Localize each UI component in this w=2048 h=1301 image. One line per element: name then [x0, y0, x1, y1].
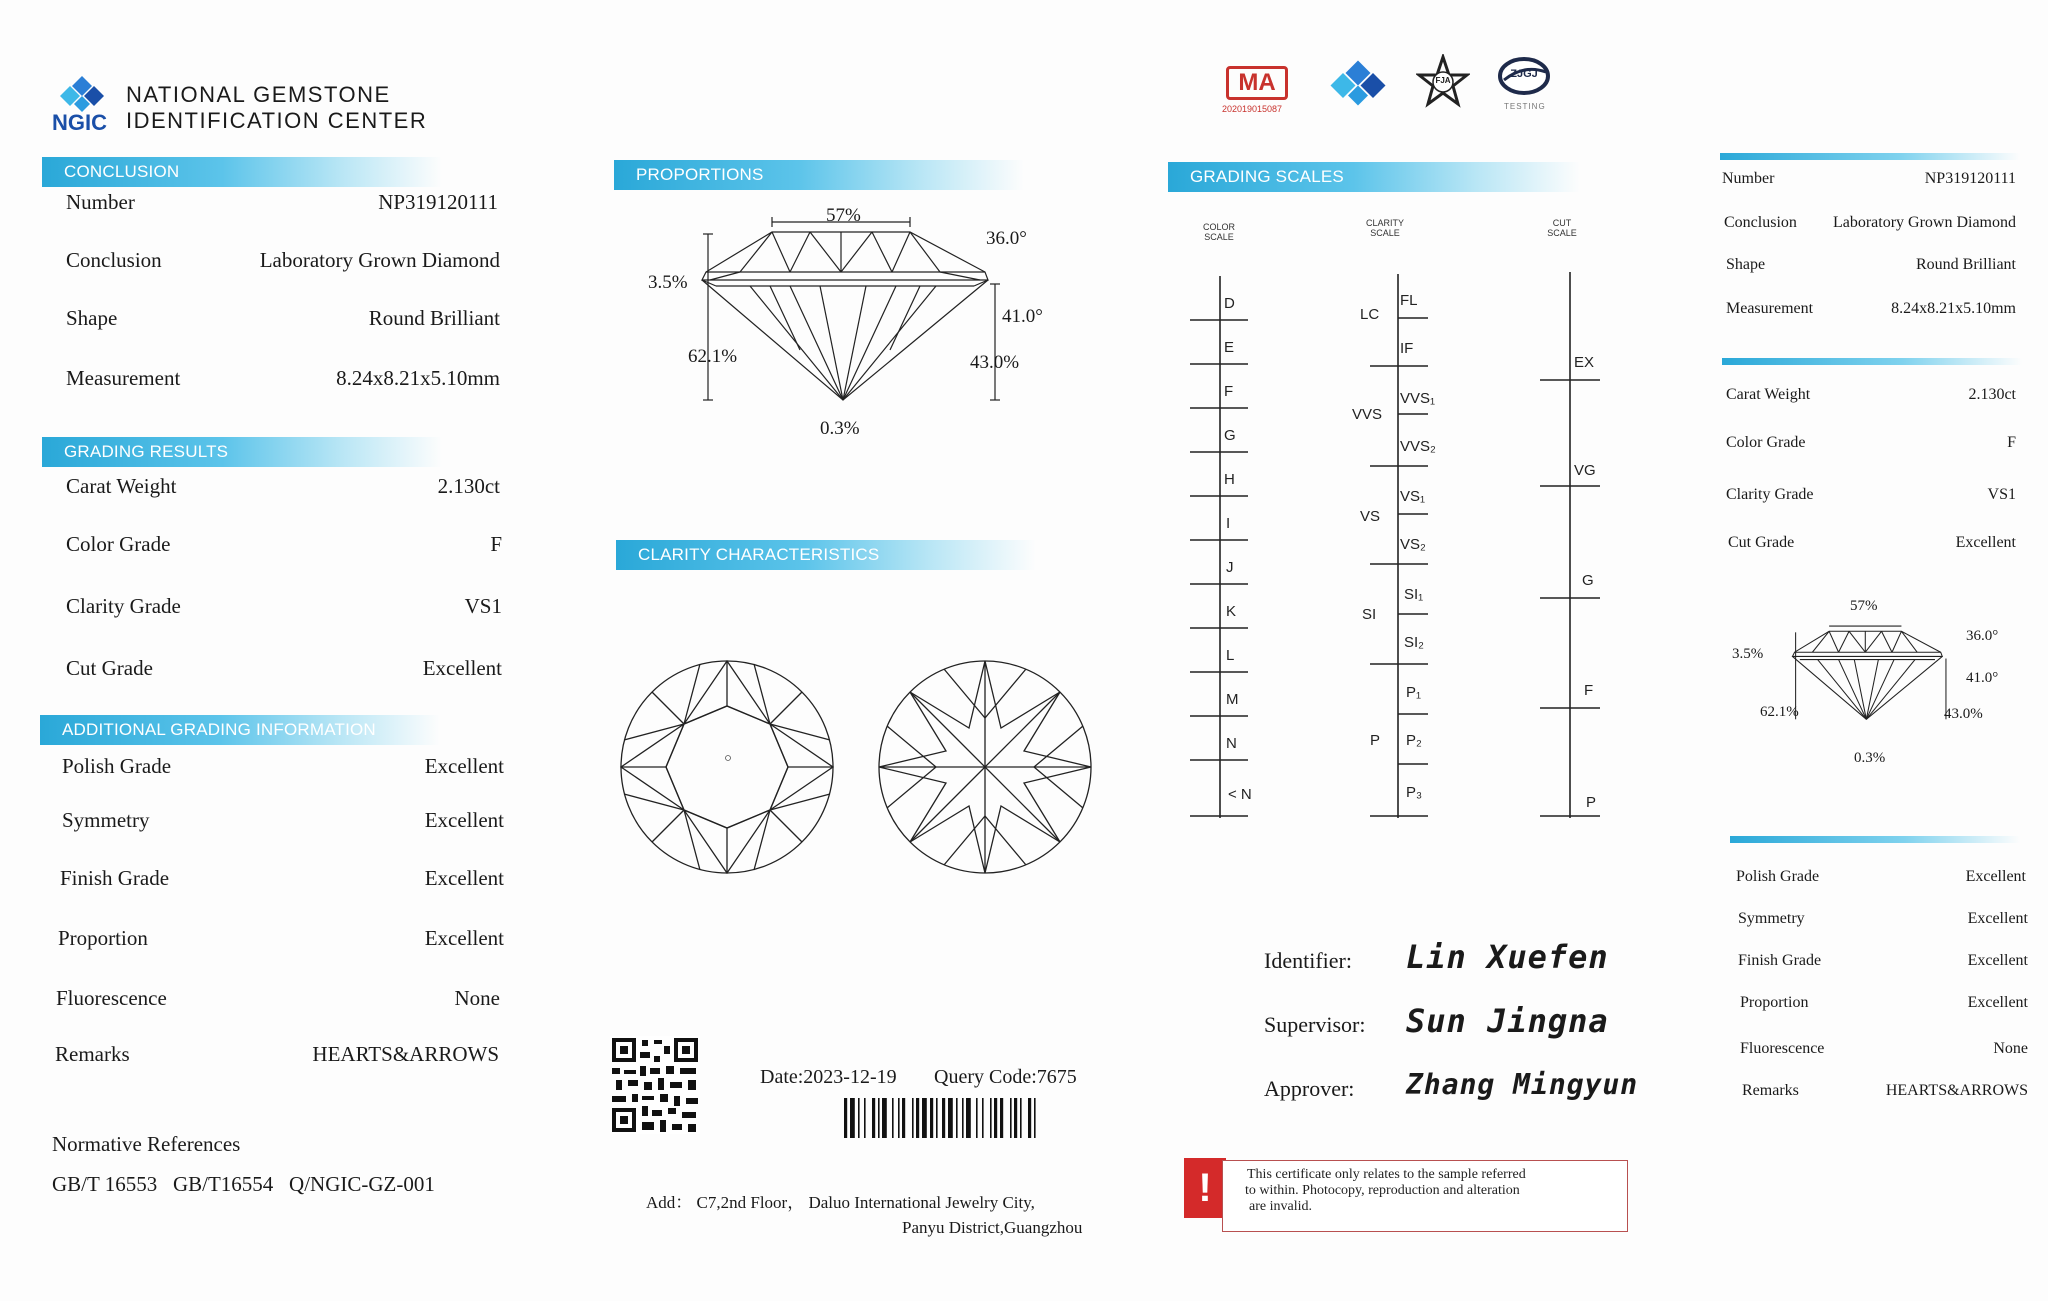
summary-proportions-diagram — [1760, 600, 1980, 760]
clarity-grade-label: P₃ — [1406, 784, 1423, 801]
barcode-bar — [1000, 1098, 1003, 1138]
clarity-grade-label: FL — [1400, 292, 1418, 309]
total-depth: 62.1% — [688, 346, 738, 367]
zjgj-logo-icon: ZJGJ — [1496, 56, 1552, 96]
summary-total-depth: 62.1% — [1760, 704, 1799, 720]
barcode-bar — [882, 1098, 887, 1138]
barcode-bar — [858, 1098, 860, 1138]
summary-pavilion-angle: 41.0° — [1966, 670, 1999, 686]
summary-table-percentage: 57% — [1850, 598, 1878, 614]
grading-row: Clarity Grade VS1 — [66, 594, 502, 618]
color-grade-label: F — [1224, 383, 1234, 400]
conclusion-header: CONCLUSION — [42, 157, 442, 187]
clarity-grade-label: VS₁ — [1400, 488, 1426, 505]
clarity-group-label: SI — [1362, 606, 1377, 623]
summary-row: Number NP319120111 — [1722, 170, 2016, 187]
barcode-bar — [850, 1098, 855, 1138]
color-grade-label: L — [1226, 647, 1235, 664]
additional-row: Fluorescence None — [56, 986, 500, 1010]
approver-label: Approver: — [1264, 1076, 1355, 1101]
issue-date: Date:2023-12-19 — [760, 1066, 897, 1088]
barcode-bar — [936, 1098, 938, 1138]
summary-crown-height: 3.5% — [1732, 646, 1764, 662]
qr-code-icon — [610, 1036, 700, 1134]
summary-culet: 0.3% — [1854, 750, 1886, 766]
disclaimer-box: This certificate only relates to the sample referred to within. Photocopy, reproduction and alteration are invalid. — [1222, 1160, 1628, 1232]
color-grade-label: J — [1226, 559, 1234, 576]
cut-scale-header: CUT SCALE — [1547, 218, 1577, 238]
conclusion-row: Conclusion Laboratory Grown Diamond — [66, 248, 500, 272]
color-grade-label: G — [1224, 427, 1236, 444]
barcode-bar — [912, 1098, 914, 1138]
cma-number: 202019015087 — [1222, 104, 1283, 114]
barcode-bar — [864, 1098, 866, 1138]
summary-row: Polish Grade Excellent — [1736, 868, 2026, 885]
cma-logo-icon: MA — [1222, 64, 1292, 104]
clarity-plot-pavilion-view — [876, 658, 1094, 876]
summary-row: Proportion Excellent — [1740, 994, 2028, 1011]
summary-crown-angle: 36.0° — [1966, 628, 1999, 644]
clarity-characteristics-header: CLARITY CHARACTERISTICS — [616, 540, 1036, 570]
color-grade-label: D — [1224, 295, 1235, 312]
clarity-grade-label: VVS₂ — [1400, 438, 1436, 455]
crown-angle: 36.0° — [986, 228, 1027, 249]
barcode-bar — [892, 1098, 894, 1138]
barcode-bar — [872, 1098, 875, 1138]
summary-divider — [1722, 358, 2022, 365]
barcode-bar — [994, 1098, 997, 1138]
clarity-group-label: LC — [1360, 306, 1380, 323]
summary-row: Carat Weight 2.130ct — [1726, 386, 2016, 403]
clarity-grade-label: VS₂ — [1400, 536, 1426, 553]
clarity-grade-label: IF — [1400, 340, 1414, 357]
org-name-line2: IDENTIFICATION CENTER — [126, 108, 428, 133]
barcode-bar — [922, 1098, 927, 1138]
clarity-group-label: VS — [1360, 508, 1381, 525]
barcode-bar — [1028, 1098, 1031, 1138]
clarity-grade-label: SI₁ — [1404, 586, 1424, 603]
culet-size: 0.3% — [820, 418, 860, 439]
ngic-mark-icon — [1328, 58, 1388, 108]
summary-row: Remarks HEARTS&ARROWS — [1742, 1082, 2028, 1099]
crown-height: 3.5% — [648, 272, 688, 293]
summary-row: Measurement 8.24x8.21x5.10mm — [1726, 300, 2016, 317]
summary-row: Finish Grade Excellent — [1738, 952, 2028, 969]
query-code: Query Code:7675 — [934, 1066, 1077, 1088]
color-grade-label: K — [1226, 603, 1237, 620]
barcode-bar — [1010, 1098, 1012, 1138]
address-line1: Add： C7,2nd Floor， Daluo International Jewelry City, — [646, 1193, 1035, 1212]
summary-row: Symmetry Excellent — [1738, 910, 2028, 927]
normative-references: GB/T 16553 GB/T16554 Q/NGIC-GZ-001 — [52, 1172, 435, 1196]
barcode-bar — [990, 1098, 992, 1138]
clarity-group-label: P — [1370, 732, 1381, 749]
pavilion-angle: 41.0° — [1002, 306, 1043, 327]
barcode-bar — [942, 1098, 945, 1138]
ngic-abbr: NGIC — [52, 110, 107, 135]
grading-row: Cut Grade Excellent — [66, 656, 502, 680]
barcode-bar — [976, 1098, 978, 1138]
grading-row: Color Grade F — [66, 532, 502, 556]
color-scale-header: COLOR SCALE — [1202, 222, 1235, 242]
barcode — [842, 1098, 1088, 1140]
zjgj-sub: TESTING — [1504, 102, 1546, 111]
table-percentage: 57% — [826, 205, 861, 226]
color-grade-label: E — [1224, 339, 1235, 356]
summary-pavilion-depth: 43.0% — [1944, 706, 1983, 722]
color-grade-label: N — [1226, 735, 1237, 752]
pavilion-depth: 43.0% — [970, 352, 1020, 373]
barcode-bar — [1020, 1098, 1022, 1138]
barcode-bar — [966, 1098, 971, 1138]
additional-info-header: ADDITIONAL GRADING INFORMATION — [40, 715, 440, 745]
conclusion-row: Measurement 8.24x8.21x5.10mm — [66, 366, 500, 390]
barcode-bar — [844, 1098, 847, 1138]
grading-scales-header: GRADING SCALES — [1168, 162, 1580, 192]
color-grade-label: M — [1226, 691, 1239, 708]
summary-row: Fluorescence None — [1740, 1040, 2028, 1057]
clarity-group-label: VVS — [1352, 406, 1383, 423]
summary-row: Color Grade F — [1726, 434, 2016, 451]
supervisor-label: Supervisor: — [1264, 1012, 1366, 1037]
summary-row: Cut Grade Excellent — [1728, 534, 2016, 551]
barcode-bar — [898, 1098, 900, 1138]
ngic-logo-icon — [58, 74, 106, 114]
summary-divider — [1730, 836, 2020, 843]
cut-grade-label: P — [1586, 794, 1597, 811]
identifier-signature: Lin Xuefen — [1406, 938, 1609, 976]
barcode-bar — [878, 1098, 880, 1138]
additional-row: Polish Grade Excellent — [62, 754, 504, 778]
additional-row: Remarks HEARTS&ARROWS — [55, 1042, 499, 1066]
barcode-bar — [902, 1098, 905, 1138]
cut-grade-label: F — [1584, 682, 1594, 699]
clarity-grade-label: SI₂ — [1404, 634, 1424, 651]
barcode-bar — [962, 1098, 964, 1138]
barcode-bar — [982, 1098, 984, 1138]
summary-row: Clarity Grade VS1 — [1726, 486, 2016, 503]
grading-results-header: GRADING RESULTS — [42, 437, 442, 467]
identifier-label: Identifier: — [1264, 948, 1352, 973]
barcode-bar — [948, 1098, 953, 1138]
barcode-bar — [1034, 1098, 1036, 1138]
additional-row: Symmetry Excellent — [62, 808, 504, 832]
grading-row: Carat Weight 2.130ct — [66, 474, 500, 498]
cut-grade-label: G — [1582, 572, 1594, 589]
clarity-plot-crown-view — [618, 658, 836, 876]
org-name-line1: NATIONAL GEMSTONE — [126, 82, 391, 107]
barcode-bar — [956, 1098, 958, 1138]
address-line2: Panyu District,Guangzhou — [902, 1218, 1083, 1237]
clarity-grade-label: P₁ — [1406, 684, 1422, 701]
clarity-grade-label: P₂ — [1406, 732, 1422, 749]
approver-signature: Zhang Mingyun — [1406, 1068, 1639, 1101]
barcode-bar — [1014, 1098, 1017, 1138]
cut-grade-label: VG — [1574, 462, 1596, 479]
additional-row: Proportion Excellent — [58, 926, 504, 950]
summary-divider — [1720, 153, 2020, 160]
conclusion-row: Number NP319120111 — [66, 190, 498, 214]
clarity-scale-header: CLARITY SCALE — [1365, 218, 1404, 238]
color-grade-label: H — [1224, 471, 1235, 488]
cut-grade-label: EX — [1574, 354, 1595, 371]
warning-icon: ! — [1184, 1158, 1226, 1218]
normative-references-title: Normative References — [52, 1132, 241, 1156]
barcode-bar — [930, 1098, 933, 1138]
color-grade-label: < N — [1228, 786, 1252, 803]
color-grade-label: I — [1226, 515, 1231, 532]
fja-logo-icon: FJA — [1416, 54, 1470, 108]
summary-row: Shape Round Brilliant — [1726, 256, 2016, 273]
proportions-header: PROPORTIONS — [614, 160, 1024, 190]
clarity-grade-label: VVS₁ — [1400, 390, 1436, 407]
additional-row: Finish Grade Excellent — [60, 866, 504, 890]
summary-row: Conclusion Laboratory Grown Diamond — [1724, 214, 2016, 231]
conclusion-row: Shape Round Brilliant — [66, 306, 500, 330]
supervisor-signature: Sun Jingna — [1406, 1002, 1609, 1040]
barcode-bar — [916, 1098, 919, 1138]
